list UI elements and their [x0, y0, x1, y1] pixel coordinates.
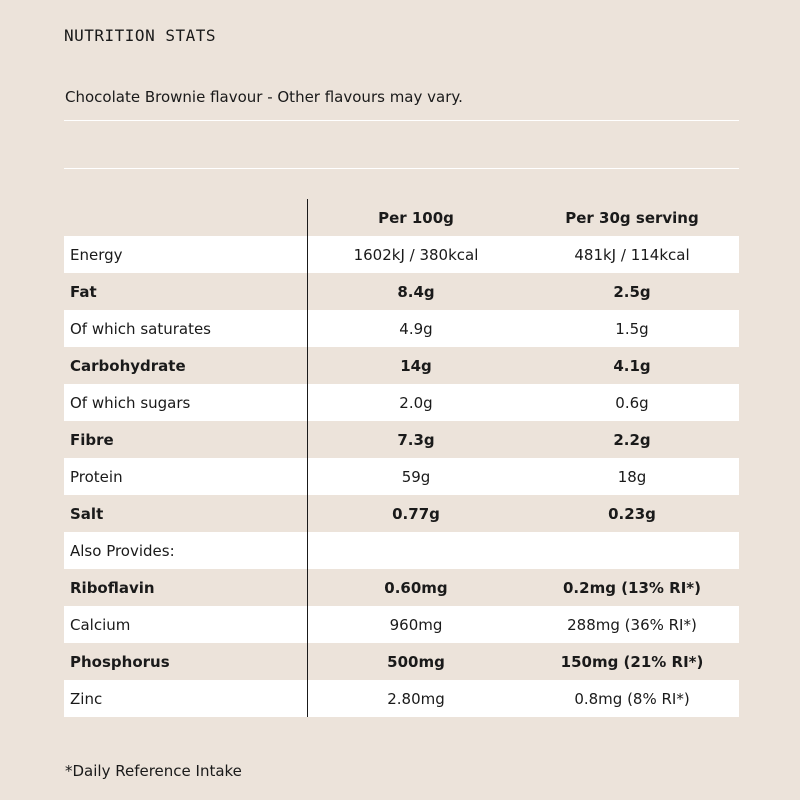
flavour-subtitle: Chocolate Brownie flavour - Other flavours may vary. — [65, 88, 463, 106]
table-header-row — [64, 199, 739, 236]
nutrient-label: Zinc — [70, 689, 103, 708]
value-per-serving: 2.5g — [613, 282, 651, 301]
value-per-100g: 500mg — [387, 652, 445, 671]
header-per-serving: Per 30g serving — [565, 208, 699, 227]
nutrition-table — [64, 199, 739, 717]
value-per-serving: 18g — [617, 467, 647, 486]
nutrient-label: Salt — [70, 504, 104, 523]
nutrient-label: Riboflavin — [70, 578, 155, 597]
value-per-serving: 0.23g — [608, 504, 656, 523]
nutrient-label: Carbohydrate — [70, 356, 186, 375]
page-title: NUTRITION STATS — [64, 26, 216, 45]
value-per-100g: 7.3g — [397, 430, 435, 449]
divider-line-top — [64, 120, 739, 121]
value-per-100g: 14g — [400, 356, 432, 375]
nutrient-label: Fibre — [70, 430, 114, 449]
footnote: *Daily Reference Intake — [65, 762, 242, 780]
nutrient-label: Calcium — [70, 615, 131, 634]
value-per-serving: 288mg (36% RI*) — [567, 615, 697, 634]
table-row — [64, 384, 739, 421]
divider-line-bottom — [64, 168, 739, 169]
value-per-100g: 0.77g — [392, 504, 440, 523]
value-per-serving: 2.2g — [613, 430, 651, 449]
value-per-serving: 0.8mg (8% RI*) — [574, 689, 690, 708]
column-divider — [307, 199, 308, 717]
nutrient-label: Protein — [70, 467, 123, 486]
table-row — [64, 310, 739, 347]
value-per-100g: 1602kJ / 380kcal — [353, 245, 479, 264]
value-per-100g: 59g — [401, 467, 431, 486]
table-row — [64, 273, 739, 310]
nutrient-label: Of which sugars — [70, 393, 191, 412]
nutrient-label: Also Provides: — [70, 541, 175, 560]
table-row — [64, 680, 739, 717]
table-row — [64, 495, 739, 532]
table-row — [64, 347, 739, 384]
table-row — [64, 643, 739, 680]
nutrient-label: Of which saturates — [70, 319, 211, 338]
value-per-serving: 150mg (21% RI*) — [560, 652, 704, 671]
table-row — [64, 421, 739, 458]
table-row — [64, 458, 739, 495]
header-per-100g: Per 100g — [378, 208, 454, 227]
value-per-serving: 0.2mg (13% RI*) — [563, 578, 701, 597]
value-per-100g: 4.9g — [399, 319, 433, 338]
table-row — [64, 236, 739, 273]
table-row — [64, 532, 739, 569]
nutrient-label: Energy — [70, 245, 123, 264]
value-per-100g: 8.4g — [397, 282, 435, 301]
value-per-100g: 0.60mg — [384, 578, 448, 597]
value-per-100g: 2.0g — [399, 393, 433, 412]
value-per-serving: 0.6g — [615, 393, 649, 412]
nutrient-label: Phosphorus — [70, 652, 170, 671]
value-per-serving: 1.5g — [615, 319, 649, 338]
table-row — [64, 606, 739, 643]
value-per-100g: 2.80mg — [387, 689, 445, 708]
value-per-serving: 4.1g — [613, 356, 651, 375]
value-per-100g: 960mg — [389, 615, 443, 634]
table-row — [64, 569, 739, 606]
value-per-serving: 481kJ / 114kcal — [574, 245, 690, 264]
nutrient-label: Fat — [70, 282, 97, 301]
